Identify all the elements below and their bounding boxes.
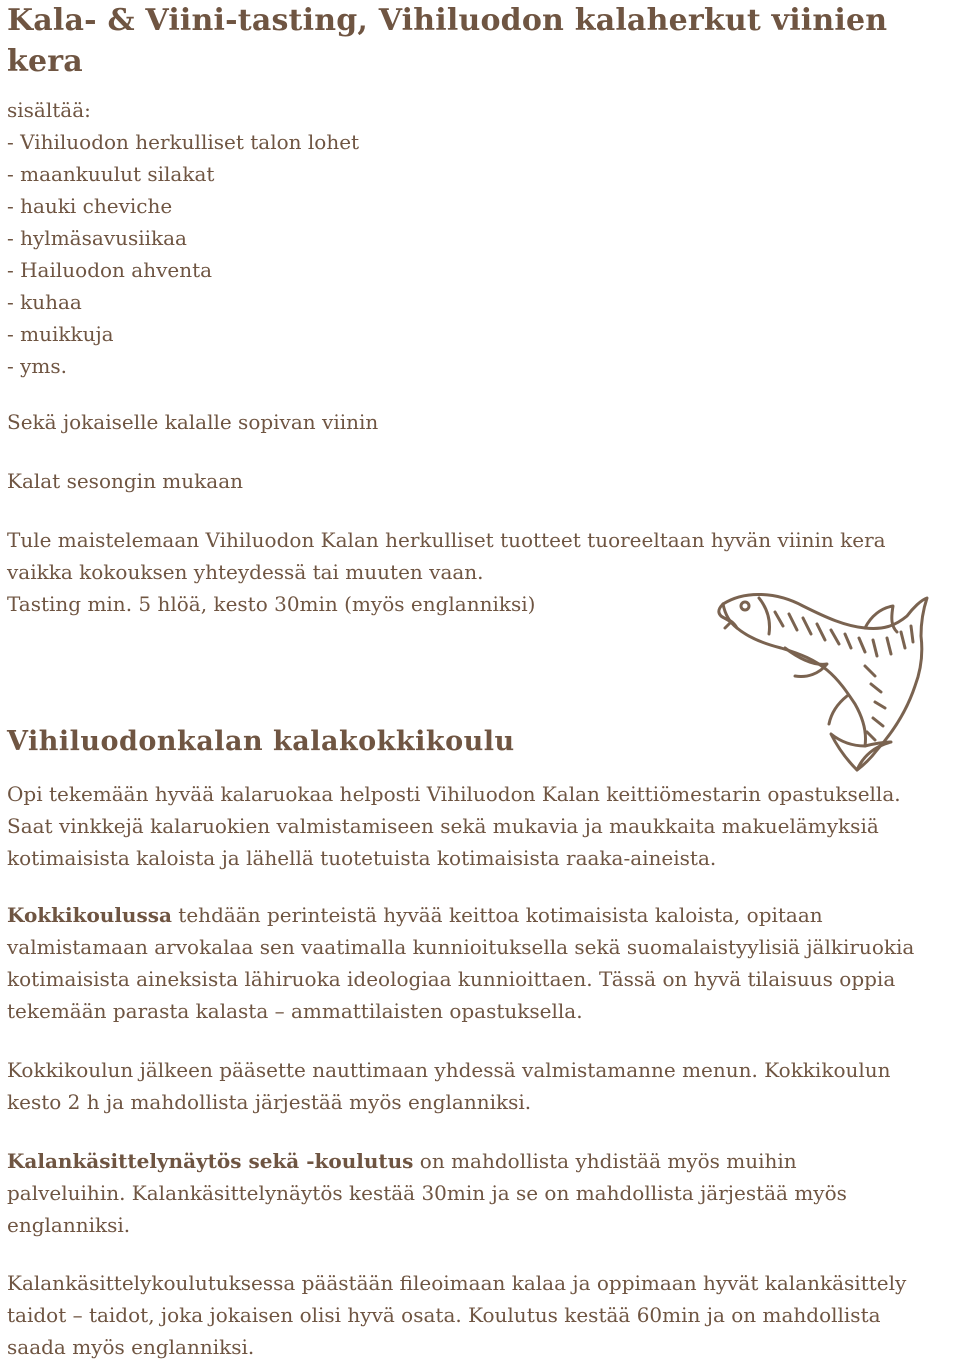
- season-text: Kalat sesongin mukaan: [7, 469, 243, 493]
- cook-line: valmistamaan arvokalaa sen vaatimalla kunnioituksella sekä suomalaistyylisiä jälkiruokia: [7, 935, 915, 959]
- tasting-title: Kala- & Viini-tasting, Vihiluodon kalaherkut viinien kera: [7, 3, 888, 79]
- cook-line: tekemään parasta kalasta – ammattilaisten opastuksella.: [7, 999, 583, 1023]
- fish-illustration: [715, 586, 937, 776]
- cooking-school-label: Kokkikoulussa: [7, 903, 172, 927]
- cooking-school-paragraph: [7, 899, 957, 1027]
- list-item: - yms.: [7, 354, 67, 378]
- handling-line: on mahdollista yhdistää myös muihin: [413, 1149, 797, 1173]
- list-item: - Hailuodon ahventa: [7, 258, 213, 282]
- wine-text: Sekä jokaiselle kalalle sopivan viinin: [7, 410, 379, 434]
- list-item: - kuhaa: [7, 290, 82, 314]
- training-line: saada myös englanniksi.: [7, 1335, 255, 1359]
- tasting-contents: [7, 94, 359, 382]
- list-item: - muikkuja: [7, 322, 114, 346]
- contains-label: sisältää:: [7, 98, 91, 122]
- after-line: Kokkikoulun jälkeen pääsette nauttimaan yhdessä valmistamanne menun. Kokkikoulun: [7, 1058, 891, 1082]
- intro-line: Saat vinkkejä kalaruokien valmistamiseen sekä mukavia ja maukkaita makuelämyksiä: [7, 814, 879, 838]
- training-paragraph: [7, 1267, 957, 1363]
- list-item: - hylmäsavusiikaa: [7, 226, 187, 250]
- tasting-details: Tasting min. 5 hlöä, kesto 30min (myös englanniksi): [7, 592, 536, 616]
- invite-line: Tule maistelemaan Vihiluodon Kalan herkulliset tuotteet tuoreeltaan hyvän viinin kera: [7, 528, 886, 552]
- cook-line: tehdään perinteistä hyvää keittoa kotimaisista kaloista, opitaan: [171, 903, 823, 927]
- intro-line: Opi tekemään hyvää kalaruokaa helposti Vihiluodon Kalan keittiömestarin opastuksella.: [7, 782, 901, 806]
- after-school-paragraph: [7, 1054, 957, 1118]
- list-item: - maankuulut silakat: [7, 162, 215, 186]
- list-item: - Vihiluodon herkulliset talon lohet: [7, 130, 360, 154]
- training-line: Kalankäsittelykoulutuksessa päästään fileoimaan kalaa ja oppimaan hyvät kalankäsittely: [7, 1271, 907, 1295]
- school-title: Vihiluodonkalan kalakokkikoulu: [7, 726, 515, 757]
- list-item: - hauki cheviche: [7, 194, 173, 218]
- fish-handling-paragraph: [7, 1145, 957, 1241]
- fish-handling-label: Kalankäsittelynäytös sekä -koulutus: [7, 1149, 414, 1173]
- handling-line: palveluihin. Kalankäsittelynäytös kestää 30min ja se on mahdollista järjestää myös: [7, 1181, 847, 1205]
- cook-line: kotimaisista aineksista lähiruoka ideologiaa kunnioittaen. Tässä on hyvä tilaisuus oppia: [7, 967, 896, 991]
- invite-line: vaikka kokouksen yhteydessä tai muuten vaan.: [7, 560, 484, 584]
- training-line: taidot – taidot, joka jokaisen olisi hyvä osata. Koulutus kestää 60min ja on mahdollista: [7, 1303, 881, 1327]
- intro-line: kotimaisista kaloista ja lähellä tuotetuista kotimaisista raaka-aineista.: [7, 846, 717, 870]
- after-line: kesto 2 h ja mahdollista järjestää myös englanniksi.: [7, 1090, 532, 1114]
- handling-line: englanniksi.: [7, 1213, 131, 1237]
- school-intro: [7, 778, 957, 874]
